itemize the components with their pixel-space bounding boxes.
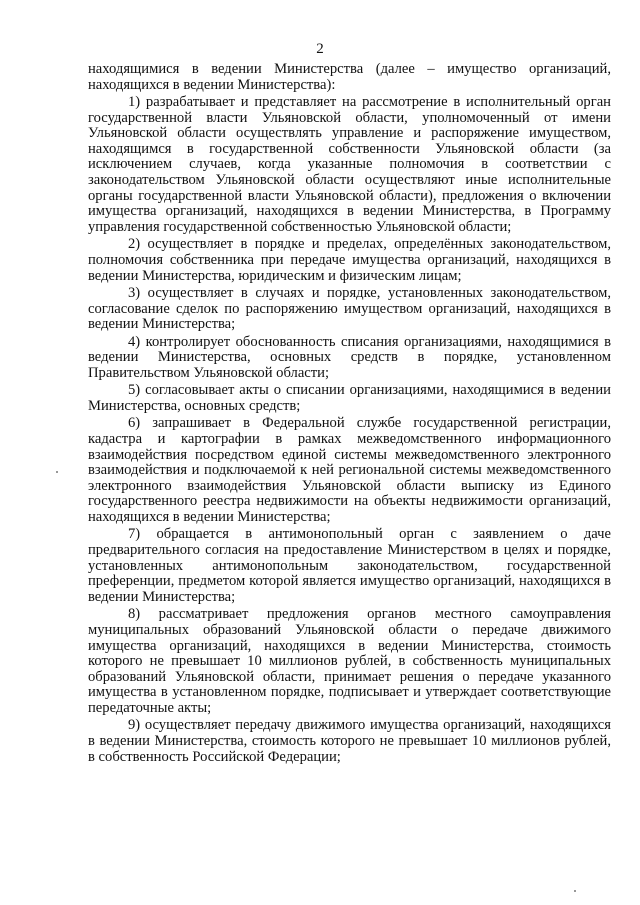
document-body: [88, 62, 611, 767]
paragraph: 8) рассматривает предложения органов местного самоуправления муниципальных образований Ульяновской области о передаче движимого имущества организаций, находящихся в ведении Министерства, стоимость которого не превышает 10 миллионов рублей, в собственность муниципальных образований Ульяновской области, принимает решения о передаче указанного имущества в установленном порядке, подписывает и утверждает соответствующие передаточные акты;: [88, 606, 611, 716]
paragraph: 2) осуществляет в порядке и пределах, определённых законодательством, полномочия собственника при передаче имущества организаций, находящихся в ведении Министерства, юридическим и физическим лицам;: [88, 236, 611, 284]
paragraph: 3) осуществляет в случаях и порядке, установленных законодательством, согласование сделок по распоряжению имуществом организаций, находящихся в ведении Министерства;: [88, 284, 611, 333]
paragraph: 7) обращается в антимонопольный орган с заявлением о даче предварительного согласия на предоставление Министерством в целях и порядке, установленных антимонопольным законодательством, государственной преференции, предметом которой является имущество организаций, находящихся в ведении Министерства;: [88, 526, 611, 605]
paragraph: 6) запрашивает в Федеральной службе государственной регистрации, кадастра и картографии в рамках межведомственного информационного взаимодействия посредством единой системы межведомственного электронного взаимодействия и подключаемой к ней региональной системы межведомственного электронного взаимодействия Ульяновской области выписку из Единого государственного реестра недвижимости на объекты недвижимости организаций, находящихся в ведении Министерства;: [88, 415, 611, 525]
paragraph: находящимися в ведении Министерства (далее – имущество организаций, находящихся в ведении Министерства):: [88, 61, 611, 93]
page-number: 2: [316, 41, 324, 57]
paragraph: 9) осуществляет передачу движимого имущества организаций, находящихся в ведении Министерства, стоимость которого не превышает 10 миллионов рублей, в собственность Российской Федерации;: [88, 717, 611, 765]
paragraph: 4) контролирует обоснованность списания организациями, находящимися в ведении Министерства, основных средств в порядке, установленном Правительством Ульяновской области;: [88, 333, 611, 381]
paragraph: 5) согласовывает акты о списании организациями, находящимися в ведении Министерства, основных средств;: [88, 382, 611, 414]
scan-speck: [56, 471, 58, 473]
paragraph: 1) разрабатывает и представляет на рассмотрение в исполнительный орган государственной власти Ульяновской области, уполномоченный от имени Ульяновской области осуществлять управление и распоряжение имуществом, находящимся в государственной собственности Ульяновской области (за исключением случаев, когда указанные полномочия в соответствии с законодательством Ульяновской области осуществляют иные исполнительные органы государственной власти Ульяновской области), предложения о включении имущества организаций, находящихся в ведении Министерства, в Программу управления государственной собственностью Ульяновской области;: [88, 94, 611, 235]
scan-speck: [574, 890, 576, 892]
